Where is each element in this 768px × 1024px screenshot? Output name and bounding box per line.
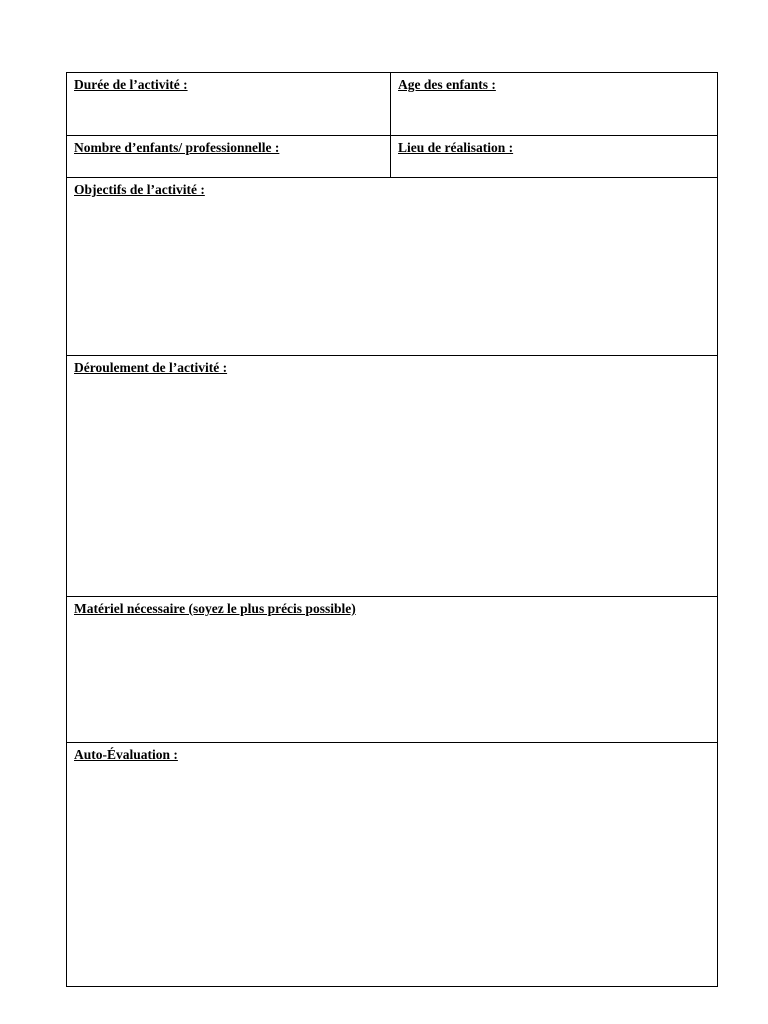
location-field[interactable] xyxy=(392,158,716,176)
activity-form-table xyxy=(66,72,718,987)
form-row-count-location xyxy=(67,136,717,178)
objectives-label: Objectifs de l’activité : xyxy=(74,182,205,197)
materials-section xyxy=(67,597,717,743)
children-age-label: Age des enfants : xyxy=(398,77,496,92)
location-label: Lieu de réalisation : xyxy=(398,140,514,155)
procedure-section xyxy=(67,356,717,597)
procedure-cell[interactable] xyxy=(67,356,717,596)
children-count-label: Nombre d’enfants/ professionnelle : xyxy=(74,140,280,155)
procedure-field[interactable] xyxy=(68,378,716,595)
self-evaluation-label: Auto-Évaluation : xyxy=(74,747,178,762)
self-evaluation-cell[interactable] xyxy=(67,743,717,986)
duration-field[interactable] xyxy=(68,95,389,134)
materials-cell[interactable] xyxy=(67,597,717,742)
self-evaluation-section xyxy=(67,743,717,986)
children-count-cell[interactable] xyxy=(67,136,391,177)
form-row-duration-age xyxy=(67,73,717,136)
location-cell[interactable] xyxy=(391,136,717,177)
duration-cell[interactable] xyxy=(67,73,391,135)
objectives-field[interactable] xyxy=(68,200,716,354)
objectives-section xyxy=(67,178,717,356)
materials-label: Matériel nécessaire (soyez le plus précis possible) xyxy=(74,601,356,616)
children-count-field[interactable] xyxy=(68,158,389,176)
children-age-field[interactable] xyxy=(392,95,716,134)
procedure-label: Déroulement de l’activité : xyxy=(74,360,228,375)
materials-field[interactable] xyxy=(68,619,716,741)
children-age-cell[interactable] xyxy=(391,73,717,135)
objectives-cell[interactable] xyxy=(67,178,717,355)
self-evaluation-field[interactable] xyxy=(68,765,716,985)
duration-label: Durée de l’activité : xyxy=(74,77,188,92)
